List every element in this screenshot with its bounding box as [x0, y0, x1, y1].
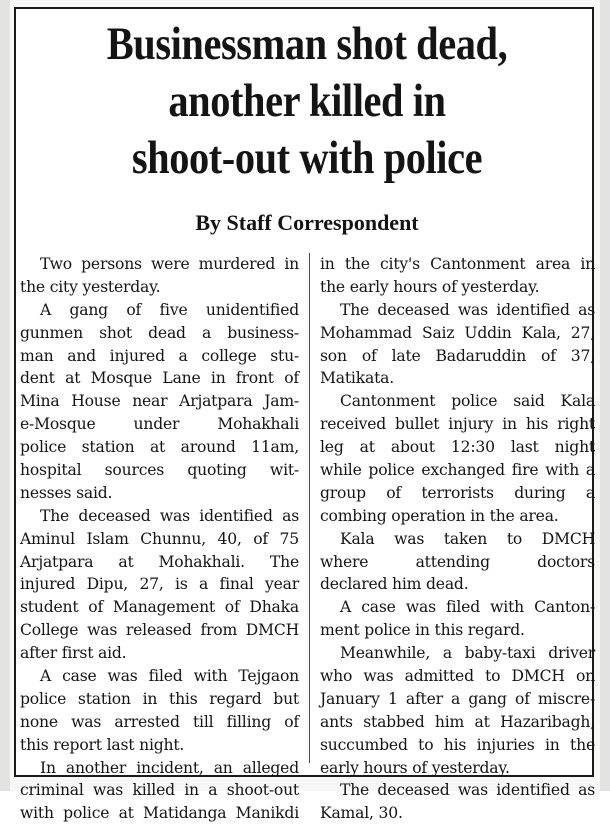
text-line: hospital sources quoting wit- [20, 461, 299, 480]
text-line: Meanwhile, a baby-taxi driver [340, 644, 595, 663]
text-line: combing operation in the area. [320, 506, 559, 525]
text-line: group of terrorists during a [320, 483, 595, 502]
column-divider [309, 253, 310, 763]
text-line: The deceased was identified as [340, 300, 595, 319]
text-line: declared him dead. [320, 575, 469, 594]
text-line: in the city's Cantonment area in [320, 255, 595, 273]
text-line: leg at about 12:30 last night [320, 438, 595, 457]
text-line: Aminul Islam Chunnu, 40, of 75 [20, 529, 299, 548]
text-line: The deceased was identified as [40, 506, 299, 525]
text-line: who was admitted to DMCH on [320, 667, 595, 686]
text-line: while police exchanged fire with a [320, 461, 595, 480]
text-line: The deceased was identified as [340, 781, 595, 800]
text-line: where attending doctors [320, 552, 595, 571]
text-line: succumbed to his injuries in the [320, 735, 595, 754]
text-line: e-Mosque under Mohakhali [20, 415, 299, 434]
scan-edge-left [0, 0, 10, 791]
text-line: the early hours of yesterday. [320, 277, 540, 296]
text-line: Arjatpara at Mohakhali. The [20, 552, 299, 571]
text-line: early hours of yesterday. [320, 758, 510, 777]
text-line: received bullet injury in his right [320, 415, 595, 434]
headline-line: another killed in [168, 75, 446, 127]
scan-edge-right [600, 0, 610, 791]
headline-line: shoot-out with police [131, 132, 483, 184]
text-line: Kamal, 30. [320, 804, 403, 823]
column-left [20, 253, 299, 825]
text-line: with police at Matidanga Manikdi [20, 804, 299, 823]
text-line: Kala was taken to DMCH [340, 529, 595, 548]
text-line: police station at around 11am, [20, 438, 299, 457]
text-line: Matikata. [320, 369, 394, 388]
text-line: College was released from DMCH [20, 621, 299, 640]
text-line: A gang of five unidentified [40, 300, 299, 319]
text-line: Cantonment police said Kala [340, 392, 595, 411]
headline-line: Businessman shot dead, [106, 18, 508, 70]
byline: By Staff Correspondent [195, 210, 419, 235]
text-line: nesses said. [20, 483, 113, 502]
text-line: injured Dipu, 27, is a final year [20, 575, 299, 594]
text-line: Mina House near Arjatpara Jam- [20, 392, 299, 411]
text-line: this report last night. [20, 735, 185, 754]
text-line: dent at Mosque Lane in front of [20, 369, 299, 388]
text-line: ment police in this regard. [320, 621, 525, 640]
text-line: none was arrested till filling of [20, 712, 299, 731]
text-line: son of late Badaruddin of 37, [320, 346, 595, 365]
text-line: the city yesterday. [20, 277, 161, 296]
text-line: A case was filed with Canton- [340, 598, 595, 617]
text-line: In another incident, an alleged [40, 758, 299, 777]
text-line: man and injured a college stu- [20, 346, 299, 365]
text-line: student of Management of Dhaka [20, 598, 299, 617]
text-line: ants stabbed him at Hazaribagh, [320, 712, 595, 731]
text-line: after first aid. [20, 644, 127, 663]
text-line: police station in this regard but [20, 689, 299, 708]
headline [62, 16, 552, 187]
text-line: Mohammad Saiz Uddin Kala, 27, [320, 323, 595, 342]
text-line: gunmen shot dead a business- [20, 323, 299, 342]
text-line: January 1 after a gang of miscre- [320, 689, 595, 708]
text-line: criminal was killed in a shoot-out [20, 781, 299, 800]
text-line: Two persons were murdered in [40, 255, 299, 273]
text-line: A case was filed with Tejgaon [40, 667, 299, 686]
column-right [320, 253, 595, 825]
